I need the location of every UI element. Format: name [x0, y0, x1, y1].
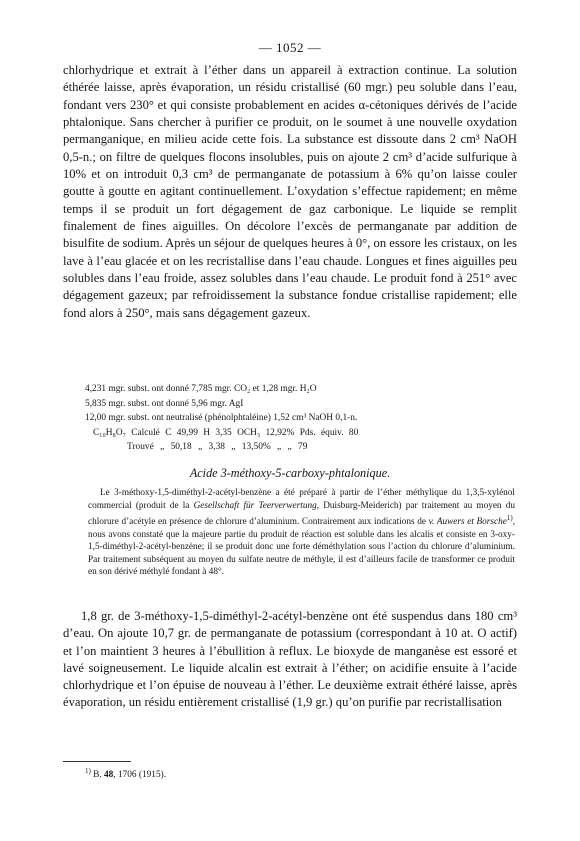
- footnote-divider: [63, 761, 131, 762]
- company-name: Gesellschaft für Teerverwertung: [193, 500, 317, 511]
- note-part-2: , Duisburg-Meiderich) par traitement au moyen du chlorure d’acétyle en présence de chlorure d’aluminium. Contrairement aux indications de: [88, 500, 515, 528]
- page-number: — 1052 —: [258, 40, 322, 55]
- footnote: $^{1)}$ B. 48, 1706 (1915).: [85, 767, 167, 781]
- paragraph-continued: [63, 62, 517, 322]
- authors-citation: v. Auwers et Borsche: [428, 517, 507, 528]
- paragraph-text: chlorhydrique et extrait à l’éther dans un appareil à extraction continue. La solution éthérée laisse, après évaporation, un résidu cristallisé (60 mgr.) peu soluble dans l’eau, fondant vers 230° et qui consiste probablement en acides α-cétoniques dérivés de l’acide phtalonique. Sans chercher à purifier ce produit, on le soumet à une nouvelle oxydation permanganique, en milieu acide cette fois. La substance est dissoute dans 2 cm³ NaOH 0,5-n.; on filtre de quelques flocons insolubles, puis on ajoute 2 cm³ d’acide sulfurique à 10% et on introduit 0,3 cm³ de permanganate de potassium à 6% qu’on laisse couler goutte à goutte en agitant continuellement. L’oxydation s’effectue rapidement; en même temps il se produit un fort dégagement de gaz carbonique. Le liquide se remplit finalement de fines aiguilles. On décolore l’excès de permanganate par addition de bisulfite de sodium. Après un séjour de quelques heures à 0°, on essore les cristaux, on les lave à l’eau glacée et on les recristallise dans l’eau chaude. Longues et fines aiguilles peu solubles dans l’eau froide, assez solubles dans l’eau chaude. Le produit fond à 251° avec dégagement gazeux; par refroidissement la substance fondue cristallise rapidement; elle fond alors à 250°, mais sans dégagement gazeux.: [63, 63, 517, 320]
- footnote-reference: 1): [506, 514, 513, 523]
- analysis-line: 12,00 mgr. subst. ont neutralisé (phénolphtaléine) 1,52 cm³ NaOH 0,1-n.: [85, 413, 358, 424]
- note-part-1: Le 3-méthoxy-1,5-diméthyl-2-acétyl-benzène a été préparé à partir de l’éther méthylique du 1,3,5-xylénol commercial (produit de la: [88, 488, 515, 511]
- analysis-data-block: [85, 382, 515, 455]
- procedure-text: 1,8 gr. de 3-méthoxy-1,5-diméthyl-2-acétyl-benzène ont été suspendus dans 180 cm³ d’eau. On ajoute 10,7 gr. de permanganate de potassium (correspondant à 10 at. O actif) et l’on maintient 3 heures à l’ébullition à reflux. Le bioxyde de manganèse est essoré et lavé soigneusement. Le liquide alcalin est extrait à l’éther; on acidifie ensuite à l’acide chlorhydrique et l’on épuise de nouveau à l’éther. Le deuxième extrait éthéré laisse, après évaporation, un résidu entièrement cristallisé (1,9 gr.) qu’on purifie par recristallisation: [63, 609, 517, 710]
- footnote-volume: 48: [104, 770, 114, 781]
- section-heading: Acide 3-méthoxy-5-carboxy-phtalonique.: [189, 466, 391, 480]
- footnote-marker: 1): [85, 767, 91, 775]
- analysis-found: Trouvé „ 50,18 „ 3,38 „ 13,50% „ „ 79: [127, 442, 308, 453]
- analysis-line: 5,835 mgr. subst. ont donné 5,96 mgr. AgI: [85, 398, 244, 409]
- footnote-journal: B.: [93, 770, 102, 781]
- procedure-paragraph: [63, 608, 517, 712]
- note-part-3: , nous avons constaté que la majeure partie du produit de réaction est soluble dans les alcalis et consiste en 3-oxy-1,5-diméthyl-2-acétyl-benzène; il se produit donc une forte déméthylation sous l’action du chlorure d’aluminium. Par traitement subséquent au moyen du sulfate neutre de méthyle, il est d’ailleurs facile de transformer ce produit en son dérivé méthylé fondant à 48°.: [88, 517, 515, 578]
- analysis-line: 4,231 mgr. subst. ont donné 7,785 mgr. CO₂ et 1,28 mgr. H₂O: [85, 384, 317, 394]
- preparation-note-text: [88, 487, 515, 579]
- footnote-pages: 1706 (1915).: [117, 770, 167, 781]
- preparation-note: [88, 487, 515, 579]
- analysis-formula-calc: C₁₀H₈O₇ Calculé C 49,99 H 3,35 OCH₃ 12,92% Pds. équiv. 80: [93, 427, 359, 438]
